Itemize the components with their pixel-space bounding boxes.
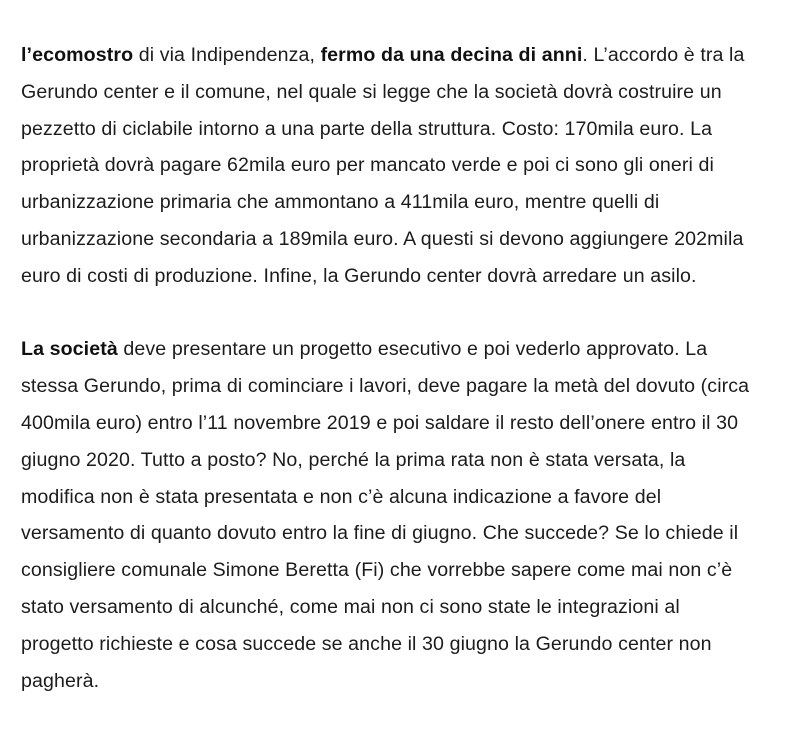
- body-text: 400mila euro) entro l’11 novembre 2019 e poi saldare il resto dell’onere entro il 30: [21, 411, 739, 434]
- body-text: urbanizzazione primaria che ammontano a 411mila euro, mentre quelli di: [21, 191, 660, 214]
- body-text: Gerundo center e il comune, nel quale si legge che la società dovrà costruire un: [21, 80, 722, 103]
- text-line: [21, 331, 801, 368]
- body-text: euro di costi di produzione. Infine, la Gerundo center dovrà arredare un asilo.: [21, 264, 697, 287]
- text-line: [21, 184, 801, 221]
- bold-lead-text: l’ecomostro: [21, 44, 134, 66]
- body-text: pezzetto di ciclabile intorno a una parte della struttura. Costo: 170mila euro. La: [21, 117, 713, 140]
- text-line: [21, 479, 801, 516]
- paragraph-ecomostro: [21, 37, 801, 295]
- bold-lead-text: fermo da una decina di anni: [320, 44, 583, 66]
- body-text: giugno 2020. Tutto a posto? No, perché la prima rata non è stata versata, la: [21, 448, 686, 471]
- article-body: [21, 37, 801, 699]
- text-line: [21, 405, 801, 442]
- body-text: proprietà dovrà pagare 62mila euro per mancato verde e poi ci sono gli oneri di: [21, 154, 714, 177]
- text-line: [21, 663, 801, 700]
- text-line: [21, 221, 801, 258]
- body-text: deve presentare un progetto esecutivo e poi vederlo approvato. La: [117, 338, 708, 361]
- text-line: [21, 552, 801, 589]
- body-text: pagherà.: [21, 669, 100, 692]
- body-text: consigliere comunale Simone Beretta (Fi) che vorrebbe sapere come mai non c’è: [21, 559, 733, 582]
- text-line: [21, 442, 801, 479]
- body-text: versamento di quanto dovuto entro la fine di giugno. Che succede? Se lo chiede il: [21, 522, 739, 545]
- text-line: [21, 368, 801, 405]
- text-line: [21, 258, 801, 295]
- text-line: [21, 74, 801, 111]
- text-line: [21, 37, 801, 74]
- text-line: [21, 626, 801, 663]
- body-text: modifica non è stata presentata e non c’è alcuna indicazione a favore del: [21, 485, 662, 508]
- text-line: [21, 111, 801, 148]
- text-line: [21, 515, 801, 552]
- bold-lead-text: La società: [21, 338, 118, 361]
- text-line: [21, 147, 801, 184]
- body-text: di via Indipendenza,: [133, 44, 321, 66]
- body-text: urbanizzazione secondaria a 189mila euro. A questi si devono aggiungere 202mila: [21, 227, 744, 250]
- body-text: stessa Gerundo, prima di cominciare i lavori, deve pagare la metà del dovuto (circa: [21, 375, 750, 398]
- text-line: [21, 589, 801, 626]
- body-text: progetto richieste e cosa succede se anche il 30 giugno la Gerundo center non: [21, 632, 712, 655]
- paragraph-societa: [21, 331, 801, 699]
- body-text: stato versamento di alcunché, come mai non ci sono state le integrazioni al: [21, 595, 680, 618]
- body-text: . L’accordo è tra la: [582, 44, 745, 66]
